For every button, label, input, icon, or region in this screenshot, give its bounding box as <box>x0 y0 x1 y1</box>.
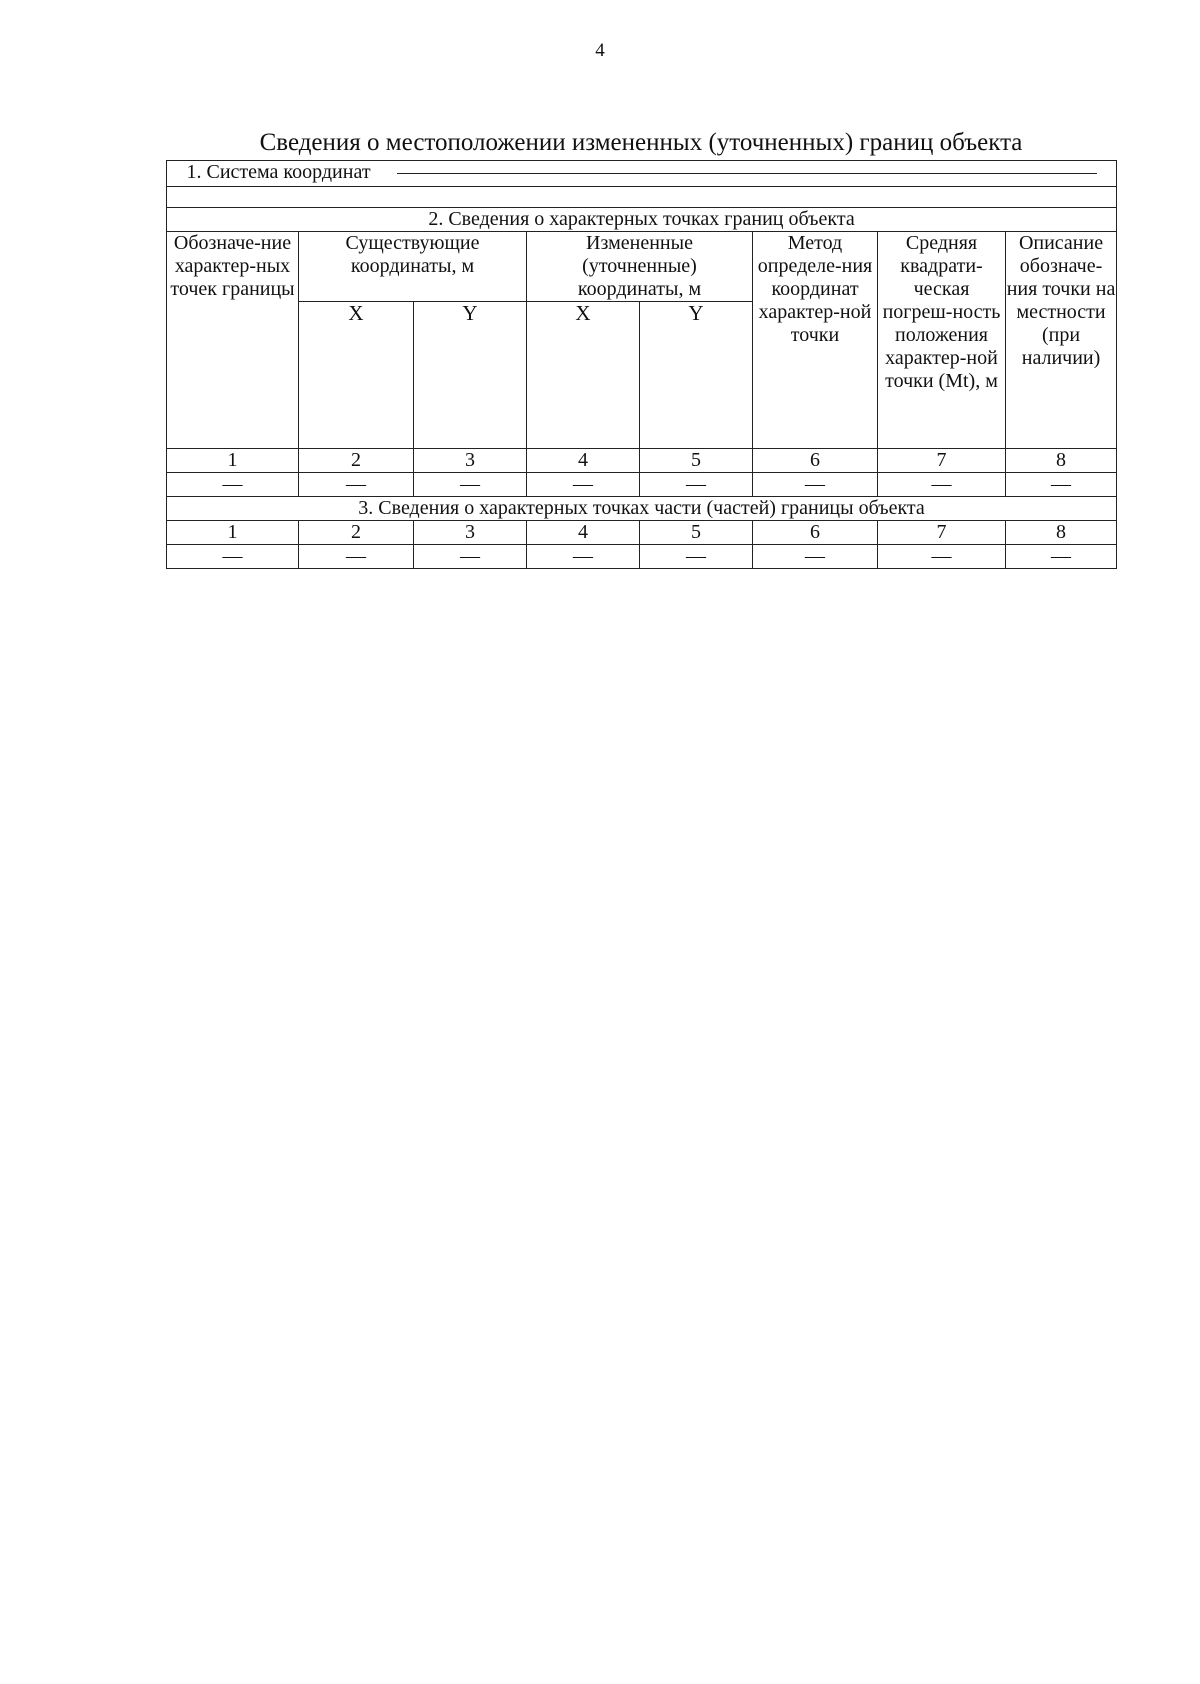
dash-cell: — <box>640 473 753 497</box>
column-number: 4 <box>527 449 640 473</box>
dash-cell: — <box>878 473 1006 497</box>
dash-cell: — <box>753 473 878 497</box>
dash-cell: — <box>414 473 527 497</box>
subheader-existing-x: X <box>299 302 414 449</box>
column-number: 6 <box>753 521 878 545</box>
header-method: Метод определе-ния координат характер-ной точки <box>753 232 878 449</box>
column-number-row <box>167 449 1117 473</box>
document-title: Сведения о местоположении измененных (уточненных) границ объекта <box>259 129 1023 156</box>
column-number: 8 <box>1006 449 1117 473</box>
section-3-label: 3. Сведения о характерных точках части (частей) границы объекта <box>167 497 1117 521</box>
column-number: 7 <box>878 521 1006 545</box>
coordinate-system-row <box>167 161 1117 187</box>
dash-cell: — <box>414 545 527 569</box>
dash-cell: — <box>640 545 753 569</box>
dash-cell: — <box>527 545 640 569</box>
column-number: 4 <box>527 521 640 545</box>
column-number: 3 <box>414 449 527 473</box>
dash-cell: — <box>167 473 299 497</box>
section-2-row <box>167 208 1117 232</box>
blank-row <box>167 187 1117 208</box>
header-mean-error: Средняя квадрати-ческая погреш-ность положения характер-ной точки (Mt), м <box>878 232 1006 449</box>
column-number: 2 <box>299 449 414 473</box>
subheader-changed-x: X <box>527 302 640 449</box>
subheader-changed-y: Y <box>640 302 753 449</box>
dash-row <box>167 545 1117 569</box>
section-2-label: 2. Сведения о характерных точках границ объекта <box>167 208 1117 232</box>
dash-cell: — <box>1006 545 1117 569</box>
dash-cell: — <box>1006 473 1117 497</box>
dash-cell: — <box>299 473 414 497</box>
dash-cell: — <box>878 545 1006 569</box>
dash-cell: — <box>753 545 878 569</box>
coordinate-system-cell <box>167 161 1117 187</box>
page-number: 4 <box>595 40 605 61</box>
coordinates-table <box>166 160 1117 569</box>
dash-row <box>167 473 1117 497</box>
column-number: 5 <box>640 521 753 545</box>
dash-cell: — <box>527 473 640 497</box>
coordinate-system-label: 1. Система координат <box>186 161 371 183</box>
dash-cell: — <box>299 545 414 569</box>
subheader-existing-y: Y <box>414 302 527 449</box>
column-number: 1 <box>167 449 299 473</box>
column-number: 2 <box>299 521 414 545</box>
column-number: 5 <box>640 449 753 473</box>
dash-cell: — <box>167 545 299 569</box>
header-point-designation: Обозначе-ние характер-ных точек границы <box>167 232 299 449</box>
column-number-row <box>167 521 1117 545</box>
column-number: 3 <box>414 521 527 545</box>
header-description: Описание обозначе-ния точки на местности (при наличии) <box>1006 232 1117 449</box>
column-number: 6 <box>753 449 878 473</box>
header-row <box>167 232 1117 302</box>
section-3-row <box>167 497 1117 521</box>
header-existing-coordinates: Существующие координаты, м <box>299 232 527 302</box>
header-changed-coordinates: Измененные (уточненные) координаты, м <box>527 232 753 302</box>
blank-cell <box>167 187 1117 208</box>
coordinate-system-underline <box>397 172 1097 174</box>
column-number: 7 <box>878 449 1006 473</box>
column-number: 8 <box>1006 521 1117 545</box>
column-number: 1 <box>167 521 299 545</box>
